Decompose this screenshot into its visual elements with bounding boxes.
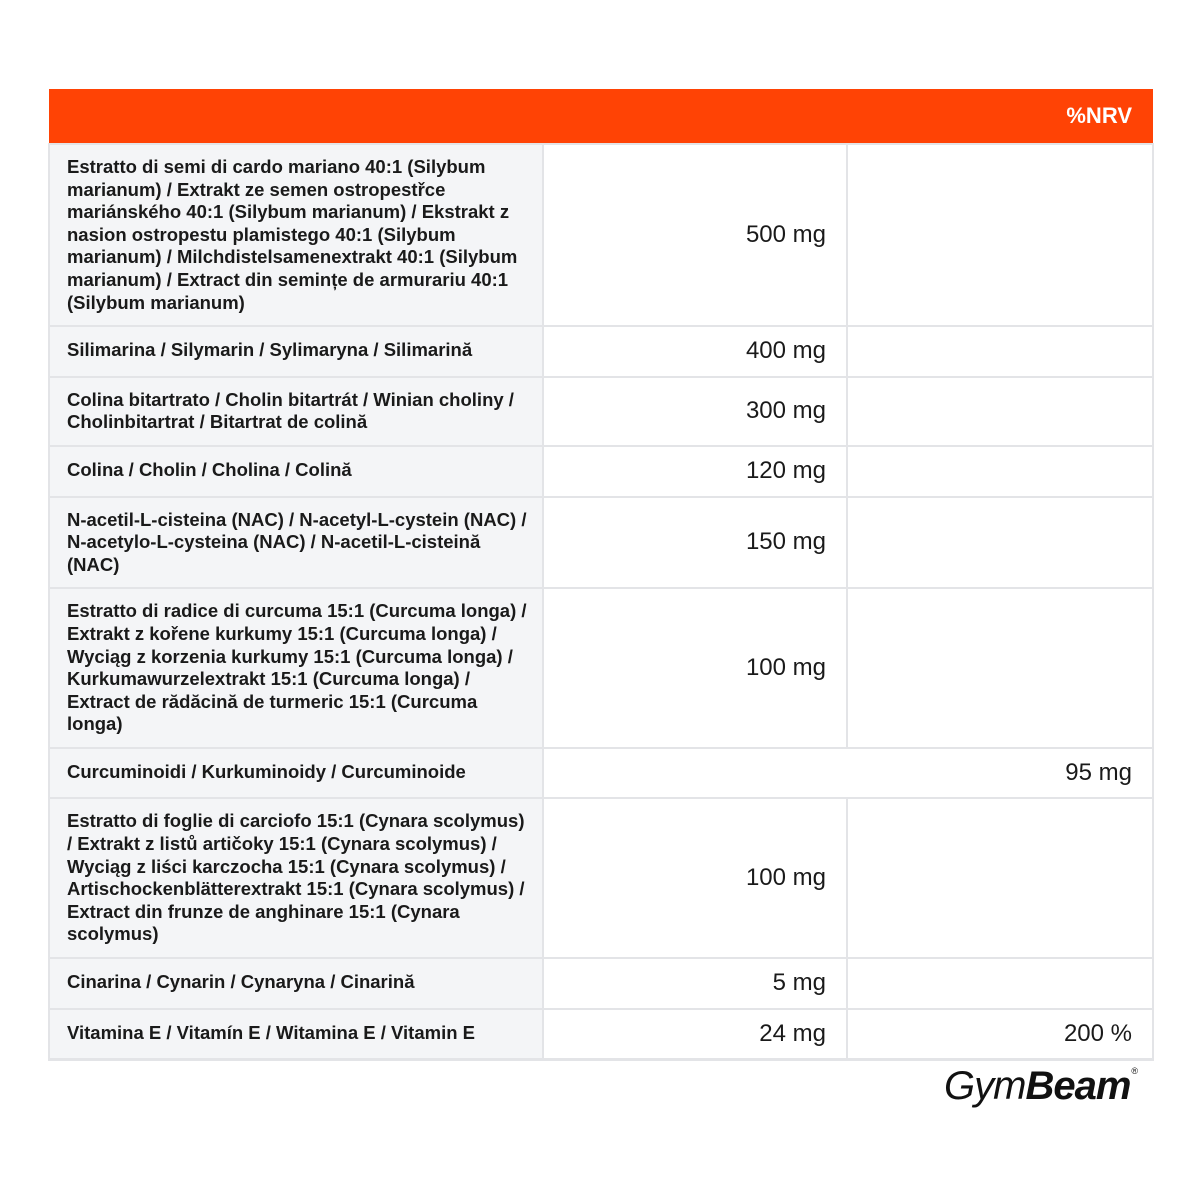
ingredient-name: Vitamina E / Vitamín E / Witamina E / Vitamin E [49, 1009, 543, 1060]
ingredient-name: Estratto di radice di curcuma 15:1 (Curcuma longa) / Extrakt z kořene kurkumy 15:1 (Curcuma longa) / Wyciąg z korzenia kurkumy 15:1 (Curcuma longa) / Kurkumawurzelextrakt 15:1 (Curcuma longa) / Extract de rădăcină de turmeric 15:1 (Curcuma longa) [49, 588, 543, 748]
table-row [49, 144, 1153, 326]
nrv-header: %NRV [49, 89, 1153, 144]
logo-text-gym: Gym [944, 1064, 1026, 1108]
ingredient-nrv [847, 144, 1153, 326]
ingredient-amount: 5 mg [543, 958, 847, 1009]
ingredient-amount: 500 mg [543, 144, 847, 326]
ingredient-amount: 95 mg [543, 748, 1153, 799]
header-row [49, 89, 1153, 144]
ingredient-amount: 100 mg [543, 588, 847, 748]
ingredient-name: Estratto di semi di cardo mariano 40:1 (Silybum marianum) / Extrakt ze semen ostropestřce mariánského 40:1 (Silybum marianum) / Ekstrakt z nasion ostropestu plamistego 40:1 (Silybum marianum) / Milchdistelsamenextrakt 40:1 (Silybum marianum) / Extract din semințe de armurariu 40:1 (Silybum marianum) [49, 144, 543, 326]
gymbeam-logo [944, 1064, 1137, 1108]
ingredient-name: Curcuminoidi / Kurkuminoidy / Curcuminoide [49, 748, 543, 799]
ingredient-name: Cinarina / Cynarin / Cynaryna / Cinarină [49, 958, 543, 1009]
ingredient-amount: 24 mg [543, 1009, 847, 1060]
ingredient-amount: 100 mg [543, 798, 847, 958]
logo-text-beam: Beam [1025, 1064, 1131, 1108]
registered-mark: ® [1131, 1066, 1138, 1076]
ingredient-amount: 150 mg [543, 497, 847, 589]
ingredient-nrv [847, 446, 1153, 497]
ingredient-nrv [847, 588, 1153, 748]
table-row [49, 497, 1153, 589]
ingredient-nrv [847, 958, 1153, 1009]
ingredient-name: Colina bitartrato / Cholin bitartrát / Winian choliny / Cholinbitartrat / Bitartrat de colină [49, 377, 543, 446]
ingredient-nrv [847, 497, 1153, 589]
table-row [49, 588, 1153, 748]
table-row [49, 958, 1153, 1009]
ingredient-nrv [847, 798, 1153, 958]
table-row [49, 1009, 1153, 1060]
ingredient-nrv: 200 % [847, 1009, 1153, 1060]
table-header [49, 89, 1153, 144]
ingredient-amount: 300 mg [543, 377, 847, 446]
table-row [49, 326, 1153, 377]
table-row [49, 446, 1153, 497]
table-row [49, 377, 1153, 446]
ingredient-name: Estratto di foglie di carciofo 15:1 (Cynara scolymus) / Extrakt z listů artičoky 15:1 (Cynara scolymus) / Wyciąg z liści karczocha 15:1 (Cynara scolymus) / Artischockenblätterextrakt 15:1 (Cynara scolymus) / Extract din frunze de anghinare 15:1 (Cynara scolymus) [49, 798, 543, 958]
table-row [49, 798, 1153, 958]
nutrition-table [48, 89, 1154, 1061]
ingredient-nrv [847, 326, 1153, 377]
ingredient-name: Silimarina / Silymarin / Sylimaryna / Silimarină [49, 326, 543, 377]
ingredient-nrv [847, 377, 1153, 446]
ingredient-amount: 400 mg [543, 326, 847, 377]
ingredient-amount: 120 mg [543, 446, 847, 497]
ingredient-name: Colina / Cholin / Cholina / Colină [49, 446, 543, 497]
table-row [49, 748, 1153, 799]
ingredient-name: N-acetil-L-cisteina (NAC) / N-acetyl-L-cystein (NAC) / N-acetylo-L-cysteina (NAC) / N-acetil-L-cisteină (NAC) [49, 497, 543, 589]
table-body [49, 144, 1153, 1060]
nutrition-table-wrapper [48, 89, 1152, 1061]
